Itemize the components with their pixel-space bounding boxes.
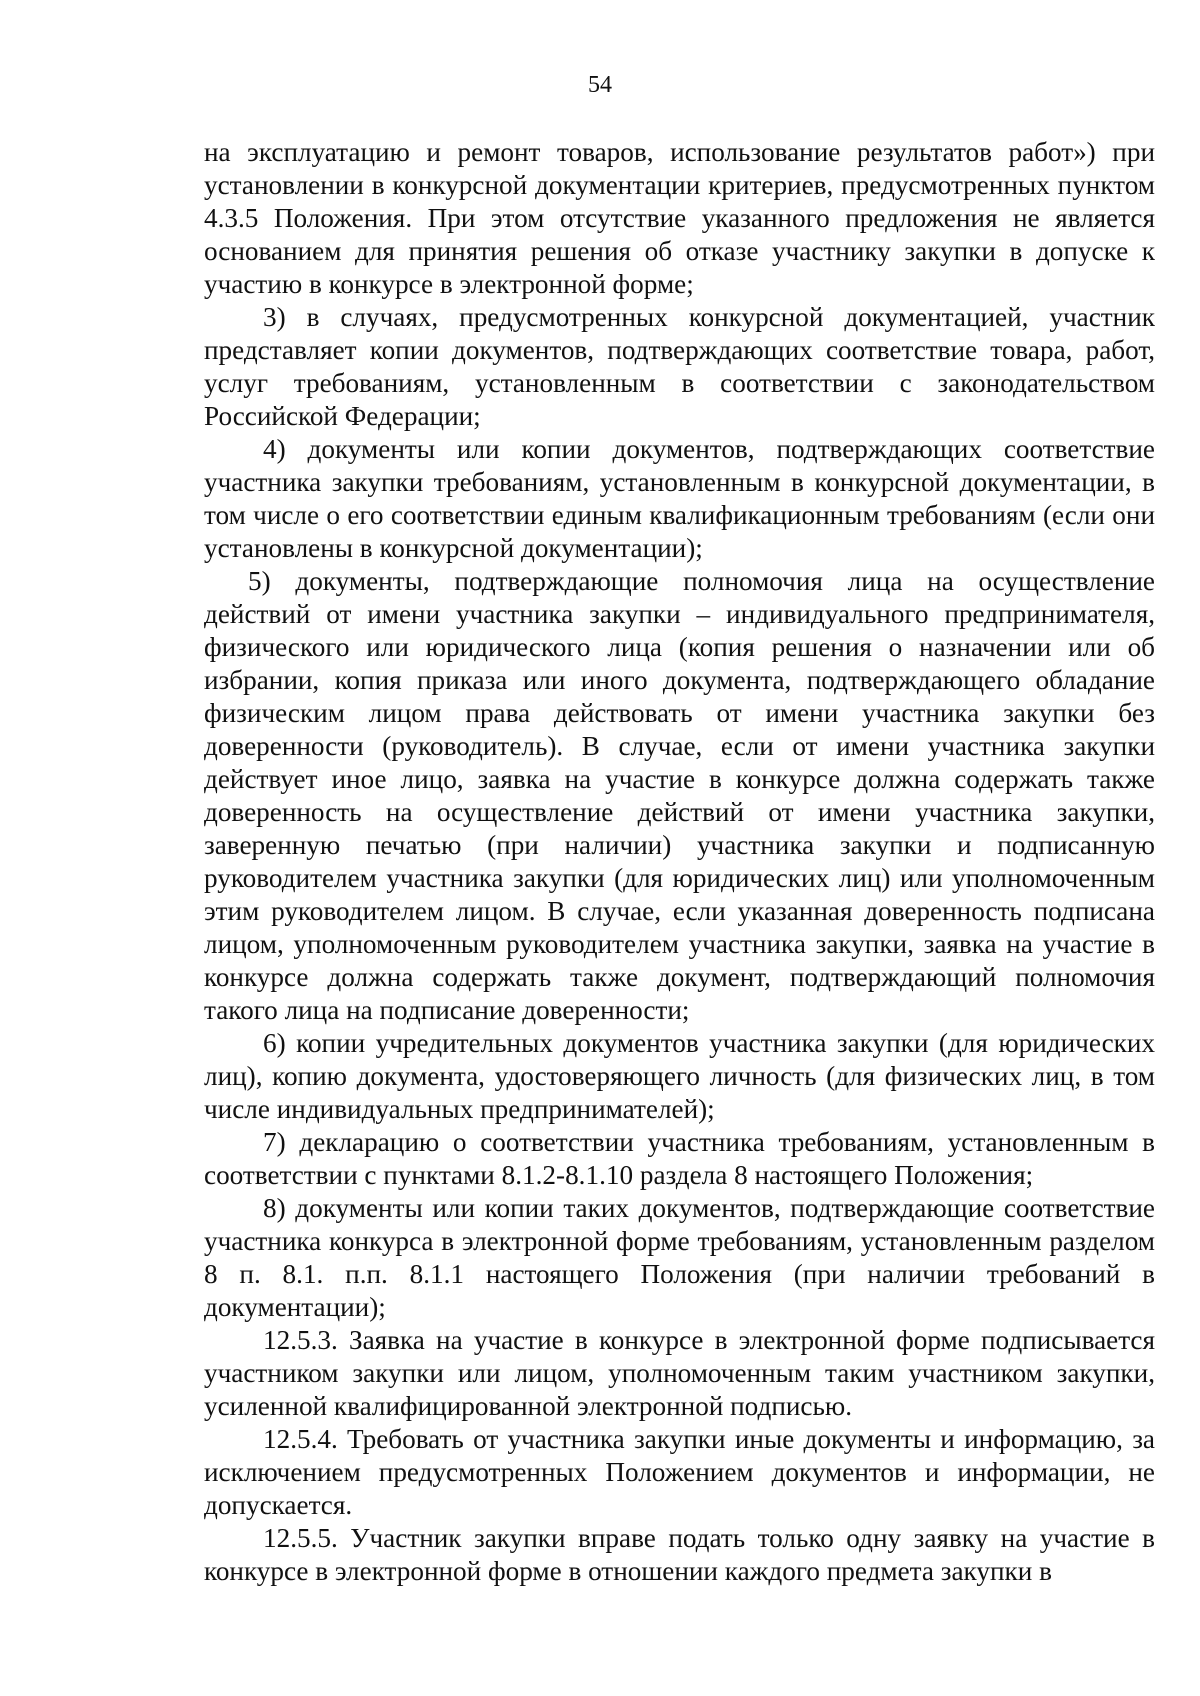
paragraph-item-5: 5) документы, подтверждающие полномочия лица на осуществление действий от имени участника закупки – индивидуального предпринимателя, физического или юридического лица (копия решения о назначении или об избрании, копия приказа или иного документа, подтверждающего обладание физическим лицом права действовать от имени участника закупки без доверенности (руководитель). В случае, если от имени участника закупки действует иное лицо, заявка на участие в конкурсе должна содержать также доверенность на осуществление действий от имени участника закупки, заверенную печатью (при наличии) участника закупки и подписанную руководителем участника закупки (для юридических лиц) или уполномоченным этим руководителем лицом. В случае, если указанная доверенность подписана лицом, уполномоченным руководителем участника закупки, заявка на участие в конкурсе должна содержать также документ, подтверждающий полномочия такого лица на подписание доверенности; <box>204 566 1155 1025</box>
document-body <box>204 136 1155 1588</box>
paragraph-continuation: на эксплуатацию и ремонт товаров, использование результатов работ») при установлении в конкурсной документации критериев, предусмотренных пунктом 4.3.5 Положения. При этом отсутствие указанного предложения не является основанием для принятия решения об отказе участнику закупки в допуске к участию в конкурсе в электронной форме; <box>204 137 1155 299</box>
paragraph-item-4: 4) документы или копии документов, подтверждающих соответствие участника закупки требованиям, установленным в конкурсной документации, в том числе о его соответствии единым квалификационным требованиям (если они установлены в конкурсной документации); <box>204 434 1155 563</box>
page-number: 54 <box>588 72 612 98</box>
paragraph-item-6: 6) копии учредительных документов участника закупки (для юридических лиц), копию документа, удостоверяющего личность (для физических лиц, в том числе индивидуальных предпринимателей); <box>204 1028 1155 1124</box>
paragraph-item-3: 3) в случаях, предусмотренных конкурсной документацией, участник представляет копии документов, подтверждающих соответствие товара, работ, услуг требованиям, установленным в соответствии с законодательством Российской Федерации; <box>204 302 1155 431</box>
paragraph-12-5-4: 12.5.4. Требовать от участника закупки иные документы и информацию, за исключением предусмотренных Положением документов и информации, не допускается. <box>204 1424 1155 1520</box>
paragraph-item-7: 7) декларацию о соответствии участника требованиям, установленным в соответствии с пунктами 8.1.2-8.1.10 раздела 8 настоящего Положения; <box>204 1127 1155 1190</box>
paragraph-12-5-5: 12.5.5. Участник закупки вправе подать только одну заявку на участие в конкурсе в электронной форме в отношении каждого предмета закупки в <box>204 1523 1155 1586</box>
paragraph-item-8: 8) документы или копии таких документов, подтверждающие соответствие участника конкурса в электронной форме требованиям, установленным разделом 8 п. 8.1. п.п. 8.1.1 настоящего Положения (при наличии требований в документации); <box>204 1193 1155 1322</box>
paragraph-12-5-3: 12.5.3. Заявка на участие в конкурсе в электронной форме подписывается участником закупки или лицом, уполномоченным таким участником закупки, усиленной квалифицированной электронной подписью. <box>204 1325 1155 1421</box>
